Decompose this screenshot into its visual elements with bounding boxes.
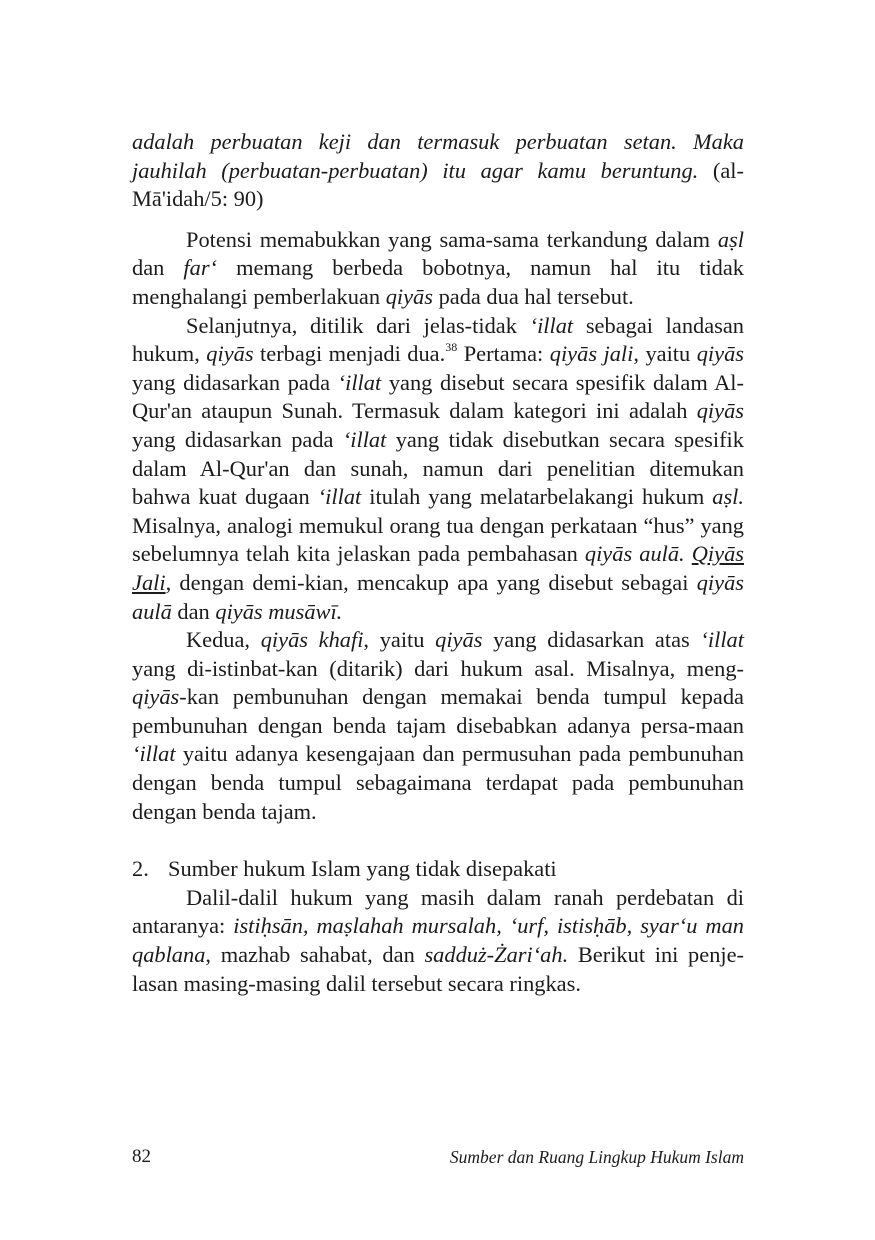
section-heading: [132, 855, 744, 884]
running-title: Sumber dan Ruang Lingkup Hukum Islam: [449, 1147, 744, 1167]
term-qiyas: qiyās: [435, 627, 483, 653]
term-sadd-zariah: sadduż-Żari‘ah.: [424, 942, 569, 968]
term-illat: ‘illat: [342, 426, 387, 452]
page-number: 82: [132, 1146, 151, 1167]
quote-text: adalah perbuatan keji dan termasuk perbuatan setan. Maka jauhilah (perbuatan-perbuatan) itu agar kamu beruntung.: [132, 129, 744, 183]
term-illat: ‘illat: [132, 741, 176, 767]
term-qiyas: qiyās: [696, 341, 744, 367]
term-qiyas: qiyās: [696, 398, 744, 424]
term-qiyas: qiyās: [132, 684, 180, 710]
term-far: far‘: [183, 255, 217, 281]
paragraph-kedua: Kedua, qiyās khafi, yaitu qiyās yang didasarkan atas ‘illat yang di-istinbat-kan (ditarik) dari hukum asal. Misalnya, meng-qiyās-kan pembunuhan dengan memakai benda tumpul kepada pembunuhan dengan benda tajam disebabkan adanya persa-maan ‘illat yaitu adanya kesengajaan dan permusuhan pada pembunuhan dengan benda tumpul sebagaimana terdapat pada pembunuhan dengan benda tajam.: [132, 627, 744, 824]
term-illat: ‘illat: [700, 627, 744, 653]
page-footer: [132, 1146, 744, 1172]
term-qiyas: qiyās: [206, 341, 254, 367]
section-number: 2.: [132, 856, 149, 882]
term-asl: aṣl: [717, 226, 744, 252]
term-qiyas-aula: qiyās aulā.: [584, 541, 685, 567]
term-qiyas: qiyās: [385, 283, 433, 309]
term-qiyas-musawi: qiyās musāwī.: [215, 598, 343, 624]
quran-quote: [132, 128, 744, 214]
term-qiyas-jali: qiyās jali: [549, 341, 634, 367]
term-list: istiḥsān, maṣlahah mursalah, ‘urf, istisḥāb, syar‘u man qablana: [132, 913, 744, 968]
term-qiyas-jali-underlined: Qiyās Jali: [132, 541, 744, 595]
paragraph-potensi: Potensi memabukkan yang sama-sama terkandung dalam aṣl dan far‘ memang berbeda bobotnya, namun hal itu tidak menghalangi pemberlakuan qiyās pada dua hal tersebut.: [132, 226, 744, 309]
section-title: Sumber hukum Islam yang tidak disepakati: [168, 856, 557, 882]
term-illat: ‘illat: [337, 369, 382, 395]
quote-reference: (al-Mā'idah/5: 90): [132, 157, 744, 212]
paragraph-dalil: Dalil-dalil hukum yang masih dalam ranah perdebatan di antaranya: istiḥsān, maṣlahah mursalah, ‘urf, istisḥāb, syar‘u man qablana, mazhab sahabat, dan sadduż-Żari‘ah. Berikut ini penje-lasan masing-masing dalil tersebut secara ringkas.: [132, 884, 744, 996]
term-qiyas-khafi: qiyās khafi: [260, 627, 364, 653]
term-illat: ‘illat: [529, 312, 574, 338]
term-qiyas-aula: qiyās aulā: [132, 569, 744, 624]
body-text: [132, 128, 744, 998]
term-illat: ‘illat: [317, 484, 362, 510]
paragraph-selanjutnya: Selanjutnya, ditilik dari jelas-tidak ‘illat sebagai landasan hukum, qiyās terbagi menjadi dua.$^{38}$ Pertama: qiyās jali, yaitu qiyās yang didasarkan pada ‘illat yang disebut secara spesifik dalam Al-Qur'an ataupun Sunah. Termasuk dalam kategori ini adalah qiyās yang didasarkan pada ‘illat yang tidak disebutkan secara spesifik dalam Al-Qur'an dan sunah, namun dari penelitian ditemukan bahwa kuat dugaan ‘illat itulah yang melatarbelakangi hukum aṣl. Misalnya, analogi memukul orang tua dengan perkataan “hus” yang sebelumnya telah kita jelaskan pada pembahasan qiyās aulā. Qiyās Jali, dengan demi-kian, mencakup apa yang disebut sebagai qiyās aulā dan qiyās musāwī.: [132, 312, 744, 624]
footnote-marker: 38: [445, 340, 458, 355]
term-asl: aṣl.: [712, 484, 744, 510]
